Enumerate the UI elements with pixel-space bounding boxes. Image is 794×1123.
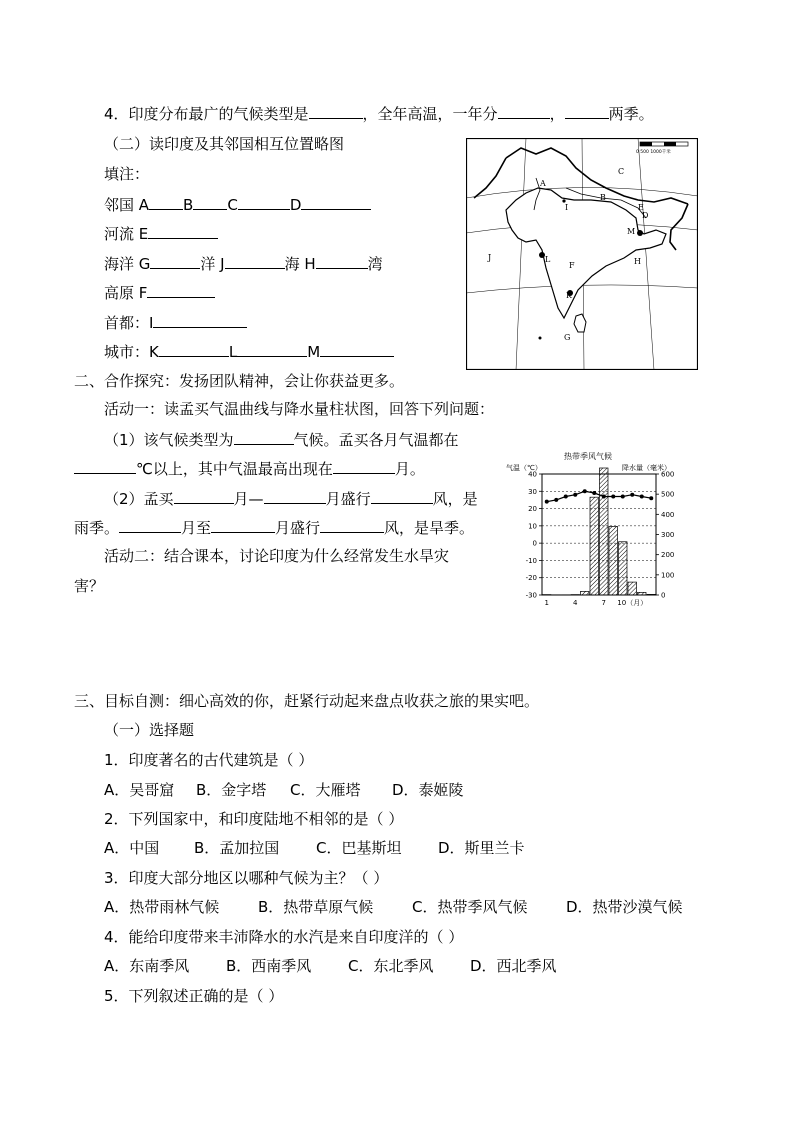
q4-option-a[interactable]: A．东南季风 (104, 957, 190, 975)
blank-k[interactable] (159, 341, 229, 357)
label-h: H (634, 257, 641, 266)
blank-i[interactable] (153, 312, 247, 328)
q2-option-d[interactable]: D．斯里兰卡 (438, 839, 525, 857)
ocean-line: 海洋 G 洋 J 海 H 湾 (104, 255, 383, 273)
q2-options (104, 838, 525, 858)
q1-option-c[interactable]: C．大雁塔 (290, 781, 361, 799)
precip-bar (581, 591, 590, 595)
label-c: C (618, 167, 625, 176)
scale-label: 0 500 1000千米 (636, 150, 671, 155)
temperature-point (630, 493, 634, 497)
blank-dry-end[interactable] (211, 517, 275, 533)
activity2-line2: 害？ (74, 577, 105, 595)
blank-wet-wind[interactable] (371, 488, 433, 504)
blank-min-temp[interactable] (74, 458, 136, 474)
label-b: B (600, 193, 606, 202)
blank-a[interactable] (149, 194, 183, 210)
label-l: L (545, 255, 551, 264)
question-5: 5．下列叙述正确的是（ ） (104, 987, 284, 1005)
q3-options (104, 897, 683, 917)
india-map (466, 138, 698, 370)
activity1: 活动一：读孟买气温曲线与降水量柱状图，回答下列问题： (104, 400, 495, 418)
precip-tick-label: 300 (661, 531, 675, 539)
blank-dry-wind[interactable] (320, 517, 384, 533)
temp-tick-label: 20 (528, 505, 537, 514)
temperature-point (602, 494, 606, 498)
question-2: 2．下列国家中，和印度陆地不相邻的是（ ） (104, 810, 404, 828)
label-g: G (564, 333, 571, 342)
precip-tick-label: 200 (661, 551, 675, 560)
temperature-point (640, 494, 644, 498)
river-line: 河流 E (104, 223, 218, 244)
activity2-line1: 活动二：结合课本，讨论印度为什么经常发生水旱灾 (104, 547, 450, 565)
plateau-line: 高原 F (104, 282, 215, 303)
label-e: E (638, 203, 644, 212)
q1-option-a[interactable]: A．吴哥窟 (104, 781, 175, 799)
temp-tick-label: -20 (525, 574, 537, 583)
q4-options (104, 956, 557, 976)
blank-d[interactable] (301, 194, 371, 210)
right-axis-label: 降水量（毫米） (622, 464, 671, 472)
q3-option-c[interactable]: C．热带季风气候 (412, 898, 528, 916)
blank-j[interactable] (225, 253, 285, 269)
blank-climate-type[interactable] (309, 103, 363, 119)
blank-b[interactable] (193, 194, 227, 210)
precip-bar (628, 582, 637, 595)
precip-bar (647, 594, 656, 595)
section3-sub: （一）选择题 (104, 721, 195, 739)
q1-option-b[interactable]: B．金字塔 (196, 781, 267, 799)
chart-title: 热带季风气候 (564, 452, 612, 461)
q2-line2: 雨季。 月至 月盛行 风，是旱季。 (74, 519, 475, 537)
precip-tick-label: 0 (661, 591, 666, 600)
left-axis-label: 气温（℃） (506, 464, 542, 472)
blank-e[interactable] (148, 223, 218, 239)
blank-climate[interactable] (234, 429, 294, 445)
q1-line2: ℃以上，其中气温最高出现在 月。 (74, 458, 425, 479)
temp-tick-label: 30 (528, 487, 537, 496)
q4-line: 4．印度分布最广的气候类型是 ，全年高温，一年分 ， 两季。 (104, 105, 654, 123)
blank-wet-end[interactable] (264, 488, 326, 504)
blank-wet-start[interactable] (174, 488, 234, 504)
temperature-point (545, 500, 549, 504)
blank-f[interactable] (147, 282, 215, 298)
q2-option-b[interactable]: B．孟加拉国 (194, 839, 280, 857)
x-tick-label: 7 (601, 599, 606, 607)
label-a: A (540, 179, 546, 188)
q2-option-c[interactable]: C．巴基斯坦 (316, 839, 402, 857)
temp-tick-label: 10 (528, 522, 537, 531)
blank-m[interactable] (320, 341, 394, 357)
question-4: 4．能给印度带来丰沛降水的水汽是来自印度洋的（ ） (104, 928, 464, 946)
q1-line1: （1）该气候类型为 气候。孟买各月气温都在 (104, 431, 459, 449)
blank-h[interactable] (316, 253, 368, 269)
q1-option-d[interactable]: D．泰姬陵 (392, 781, 464, 799)
plot-frame (542, 474, 656, 595)
label-d: D (642, 211, 649, 220)
precip-tick-label: 100 (661, 571, 675, 580)
temperature-point (583, 489, 587, 493)
temp-tick-label: -30 (525, 591, 537, 600)
label-i: I (565, 203, 569, 212)
x-tick-label: 4 (573, 599, 578, 607)
temp-tick-label: 40 (528, 470, 537, 479)
blank-season-1[interactable] (498, 103, 550, 119)
temperature-line (547, 491, 652, 501)
precip-bar (590, 497, 599, 595)
q3-option-b[interactable]: B．热带草原气候 (258, 898, 374, 916)
q4-option-b[interactable]: B．西南季风 (226, 957, 312, 975)
section3-title: 三、目标自测：细心高效的你，赶紧行动起来盘点收获之旅的果实吧。 (74, 692, 540, 710)
x-tick-label: 1 (544, 599, 549, 607)
blank-season-2[interactable] (565, 103, 609, 119)
section2-title: 二、合作探究：发扬团队精神，会让你获益更多。 (74, 372, 405, 390)
temperature-point (554, 498, 558, 502)
precip-tick-label: 600 (661, 470, 675, 479)
temperature-point (564, 494, 568, 498)
blank-dry-start[interactable] (119, 517, 181, 533)
precip-bar (600, 468, 609, 595)
label-k: K (566, 291, 572, 300)
q2-line1: （2）孟买 月— 月盛行 风，是 (104, 490, 478, 508)
blank-c[interactable] (238, 194, 290, 210)
x-tick-label: 10（月） (617, 599, 648, 607)
precip-bar (609, 526, 618, 595)
precip-tick-label: 400 (661, 510, 675, 519)
blank-l[interactable] (237, 341, 307, 357)
label-f: F (569, 261, 575, 270)
temperature-point (621, 494, 625, 498)
temp-tick-label: 0 (532, 539, 537, 548)
precip-bar (638, 592, 647, 595)
city-line: 城市：K L M (104, 341, 394, 362)
label-m: M (627, 227, 636, 236)
q4-option-c[interactable]: C．东北季风 (348, 957, 434, 975)
blank-g[interactable] (150, 253, 200, 269)
fill-label: 填注： (104, 165, 150, 183)
blank-max-month[interactable] (333, 458, 395, 474)
temperature-point (611, 494, 615, 498)
q3-option-d[interactable]: D．热带沙漠气候 (566, 898, 683, 916)
precip-tick-label: 500 (661, 490, 675, 499)
question-1: 1．印度著名的古代建筑是（ ） (104, 751, 314, 769)
q4-option-d[interactable]: D．西北季风 (470, 957, 557, 975)
city-m (637, 230, 643, 236)
temperature-point (573, 493, 577, 497)
precip-bar (619, 542, 628, 595)
map-section-title: （二）读印度及其邻国相互位置略图 (104, 135, 345, 153)
neighbors-line: 邻国 A B C D (104, 194, 371, 215)
temperature-point (592, 491, 596, 495)
plot-area (526, 468, 675, 607)
mumbai-climate-chart (506, 450, 688, 610)
q1-options (104, 780, 464, 800)
label-j: J (488, 253, 492, 262)
question-3: 3．印度大部分地区以哪种气候为主？（ ） (104, 869, 389, 887)
temperature-point (649, 496, 653, 500)
capital-line: 首都：I (104, 312, 247, 333)
islands (539, 337, 542, 340)
q3-option-a[interactable]: A．热带雨林气候 (104, 898, 220, 916)
q2-option-a[interactable]: A．中国 (104, 839, 160, 857)
temp-tick-label: -10 (525, 556, 537, 565)
